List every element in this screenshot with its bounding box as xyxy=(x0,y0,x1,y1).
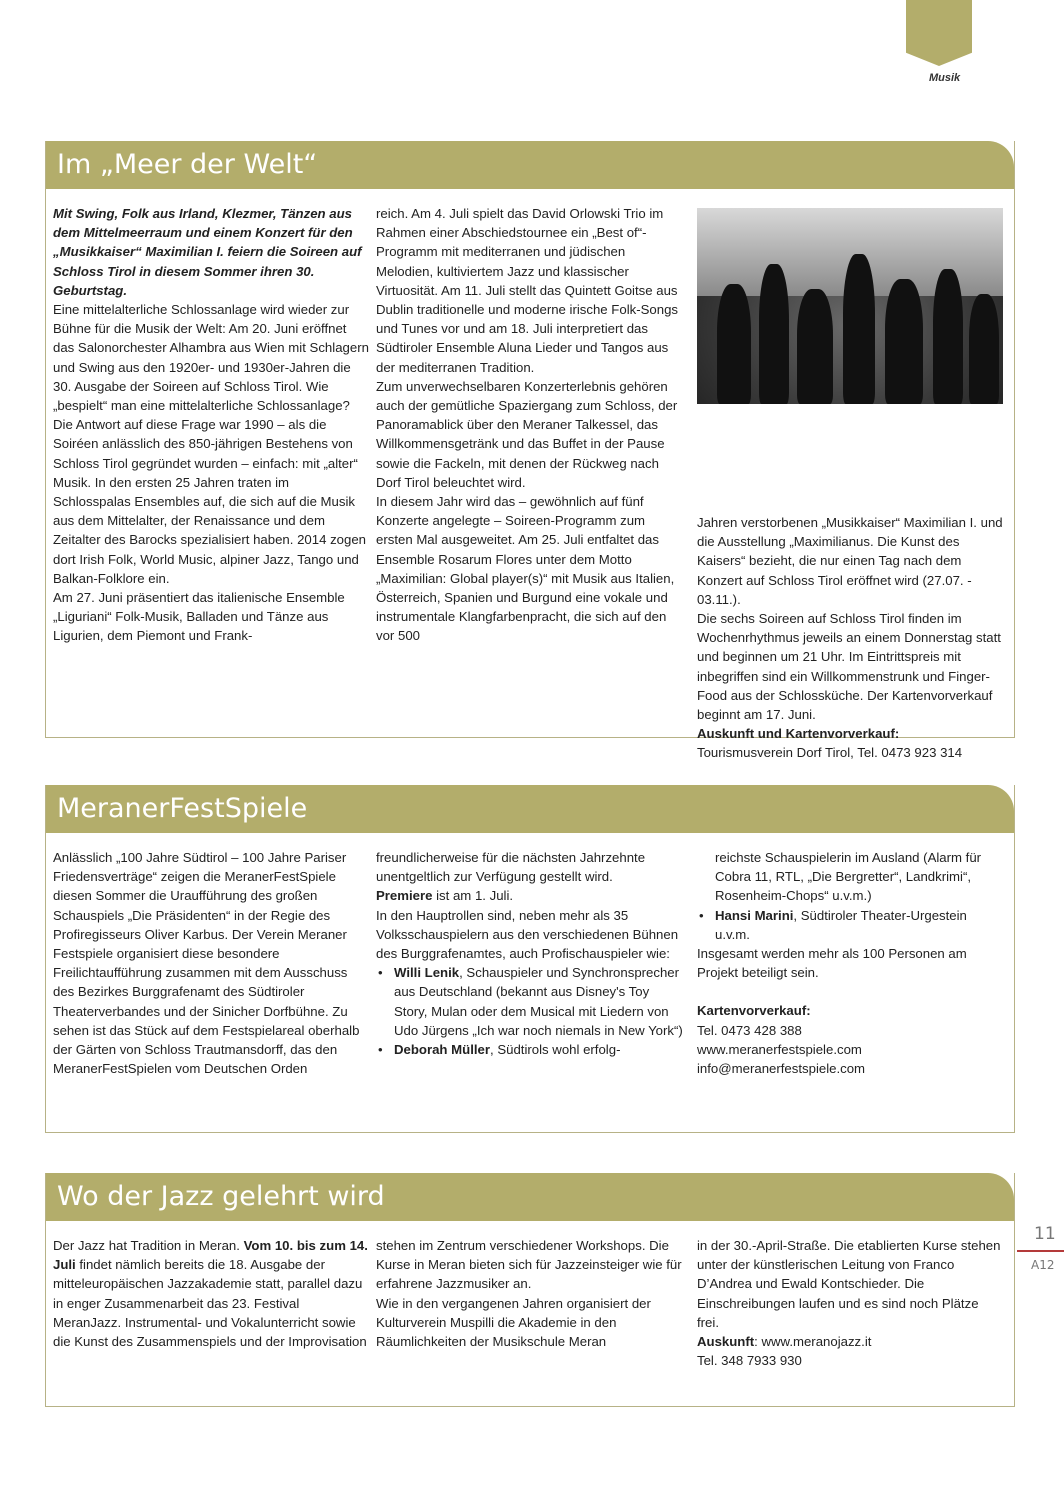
info-tel: Tel. 348 7933 930 xyxy=(697,1353,802,1369)
column-2 xyxy=(376,204,683,646)
paragraph: Jahren verstorbenen „Musikkaiser“ Maximilian I. und die Ausstellung „Maximilianus. Die Kunst des Kaisers“ bezieht, die nur einen Tag nach dem Konzert auf Schloss Tirol eröffnet wird (27.07. - 03.11.). xyxy=(697,515,1003,607)
article-meer-der-welt xyxy=(45,141,1015,761)
column-1 xyxy=(53,204,369,646)
paragraph: Eine mittelalterliche Schlossanlage wird wieder zur Bühne für die Musik der Welt: Am 20. Juni eröffnet das Salonorchester Alhambra aus Wien mit Schlagern und Swing aus den 1920er- und 1930er-Jahren die 30. Ausgabe der Soireen auf Schloss Tirol. Wie „bespielt“ man eine mittelalterliche Schlossanlage? Die Antwort auf diese Frage war 1990 – als die Soiréen anlässlich des 850-jährigen Bestehens von Schloss Tirol gegründet wurden – einfach: mit „alter“ Musik. In den ersten 25 Jahren traten im Schlosspalas Ensembles auf, die sich auf die Musik aus dem Mittelalter, der Renaissance und dem Zeitalter des Barocks spezialisiert haben. 2014 zogen dort Irish Folk, World Music, alpiner Jazz, Tango und Balkan-Folklore ein. xyxy=(53,302,369,586)
article-title: MeranerFestSpiele xyxy=(46,785,1014,833)
paragraph: freundlicherweise für die nächsten Jahrzehnte unentgeltlich zur Verfügung gestellt wird. xyxy=(376,850,646,885)
bullet-dot: • xyxy=(378,1042,383,1058)
paragraph xyxy=(376,886,683,905)
actor-name: Willi Lenik xyxy=(394,965,460,981)
paragraph xyxy=(697,1332,1003,1351)
premiere-text: ist am 1. Juli. xyxy=(432,888,514,904)
bullet-dot: • xyxy=(699,907,704,923)
photo-figure xyxy=(797,289,833,404)
actor-text: , Südtirols wohl erfolg- xyxy=(490,1042,621,1058)
bullet-item xyxy=(376,1040,683,1059)
paragraph: Anlässlich „100 Jahre Südtirol – 100 Jahre Pariser Friedensverträge“ zeigen die MeranerFestSpiele diesen Sommer die Uraufführung des großen Schauspiels „Die Präsidenten“ in der Regie des Profiregisseurs Oliver Karbus. Der Verein Meraner Festspiele organisiert diese besondere Freilichtaufführung zusammen mit dem Ausschuss des Bezirkes Burggrafenamt des Südtiroler Theaterverbandes und der Sinicher Dorfbühne. Zu sehen ist das Stück auf dem Festspielareal oberhalb der Gärten von Schloss Trautmansdorff, das den MeranerFestSpielen vom Deutschen Orden xyxy=(53,850,360,1077)
paragraph: in der 30.-April-Straße. Die etablierten Kurse stehen unter der künstlerischen Leitung von Franco D’Andrea und Ewald Kontschieder. Die Einschreibungen laufen und es sind noch Plätze frei. xyxy=(697,1238,1001,1330)
page-number-divider xyxy=(1017,1250,1064,1252)
page-number: 11 xyxy=(1034,1224,1056,1244)
paragraph: Wie in den vergangenen Jahren organisiert der Kulturverein Muspilli die Akademie in den Räumlichkeiten der Musikschule Meran xyxy=(376,1295,651,1350)
info-tel: Tel. 0473 428 388 xyxy=(697,1022,802,1038)
photo-figure xyxy=(843,254,875,404)
info-label: Auskunft und Kartenvorverkauf: xyxy=(697,726,900,742)
paragraph: In den Hauptrollen sind, neben mehr als 35 Volksschauspielern aus den verschiedenen Bühnen des Burggrafenamtes, auch Profischauspieler wie: xyxy=(376,907,679,962)
column-1 xyxy=(53,1236,369,1351)
column-3 xyxy=(697,848,1003,1078)
article-lead: Mit Swing, Folk aus Irland, Klezmer, Tänzen aus dem Mittelmeerraum und einem Konzert für den „Musikkaiser“ Maximilian I. feiern die Soireen auf Schloss Tirol in diesem Sommer ihren 30. Geburtstag. xyxy=(53,206,362,298)
paragraph xyxy=(53,1236,369,1351)
bullet-continuation: reichste Schauspielerin im Ausland (Alarm für Cobra 11, RTL, „Die Bergretter“, Landkrimi“, Rosenheim-Chops“ u.v.m.) xyxy=(715,850,982,904)
premiere-label: Premiere xyxy=(376,888,433,904)
bullet-item xyxy=(697,906,1003,944)
band-photo xyxy=(697,208,1003,404)
info-label: Auskunft xyxy=(697,1334,755,1350)
actor-name: Hansi Marini xyxy=(715,907,794,923)
paragraph: stehen im Zentrum verschiedener Workshops. Die Kurse in Meran bieten sich für Jazzeinsteiger wie für erfahrene Jazzmusiker an. xyxy=(376,1238,682,1292)
paragraph: reich. Am 4. Juli spielt das David Orlowski Trio im Rahmen einer Abschiedstournee ein „Best of“-Programm mit mediterranen und jüdischen Melodien, kultiviertem Jazz und klassischer Virtuosität. Am 11. Juli stellt das Quintett Goitse aus Dublin traditionelle und moderne irische Folk-Songs und Tunes vor und am 18. Juli interpretiert das Südtiroler Ensemble Aluna Lieder und Tangos aus der mediterranen Tradition. xyxy=(376,206,679,375)
paragraph: Am 27. Juni präsentiert das italienische Ensemble „Liguriani“ Folk-Musik, Balladen und Tänze aus Ligurien, dem Piemont und Frank- xyxy=(53,590,345,644)
info-label: Kartenvorverkauf: xyxy=(697,1003,811,1019)
text: findet nämlich bereits die 18. Ausgabe der mitteleuropäischen Jazzakademie statt, parallel dazu in enger Zusammenarbeit das 23. Festival MeranJazz. Instrumental- und Vokalunterricht sowie die Kunst des Zusammenspiels und der Improvisation xyxy=(53,1257,367,1350)
info-email-link[interactable]: info@meranerfestspiele.com xyxy=(697,1061,866,1077)
column-3 xyxy=(697,513,1003,763)
info-web-link[interactable]: www.meranerfestspiele.com xyxy=(697,1041,862,1057)
paragraph: Insgesamt werden mehr als 100 Personen am Projekt beteiligt sein. xyxy=(697,946,967,981)
actor-text: , Südtiroler Theater-Urgestein u.v.m. xyxy=(715,907,967,942)
column-3 xyxy=(697,1236,1003,1370)
column-2 xyxy=(376,848,683,1059)
bullet-dot: • xyxy=(378,965,383,981)
paragraph: In diesem Jahr wird das – gewöhnlich auf fünf Konzerte angelegte – Soireen-Programm zum ersten Mal ausgeweitet. Am 25. Juli entfaltet das Ensemble Rosarum Flores unter dem Motto „Maximilian: Global player(s)“ mit Musik aus Italien, Österreich, Spanien und Burgund eine vokale und instrumentale Klangfarbenpracht, die sich auf den vor 500 xyxy=(376,494,675,644)
photo-figure xyxy=(717,284,751,404)
column-2 xyxy=(376,1236,683,1351)
date-range: Vom 10. bis zum 14. Juli xyxy=(53,1238,368,1273)
article-title: Im „Meer der Welt“ xyxy=(46,141,1014,189)
photo-figure xyxy=(885,279,923,404)
text: Der Jazz hat Tradition in Meran. xyxy=(53,1238,244,1253)
bullet-item xyxy=(376,963,683,1040)
article-meranerfestspiele xyxy=(45,785,1015,1133)
page-code: A12 xyxy=(1031,1258,1055,1272)
article-title: Wo der Jazz gelehrt wird xyxy=(46,1173,1014,1221)
actor-name: Deborah Müller xyxy=(394,1042,490,1058)
article-jazz xyxy=(45,1173,1015,1407)
section-tab xyxy=(906,0,972,66)
column-1 xyxy=(53,848,369,1078)
photo-figure xyxy=(933,269,963,404)
section-label: Musik xyxy=(929,72,961,84)
paragraph: Zum unverwechselbaren Konzerterlebnis gehören auch der gemütliche Spaziergang zum Schloss, der Panoramablick über den Meraner Talkessel, das Willkommensgetränk und das Buffet in der Pause sowie die Fackeln, mit denen der Rückweg nach Dorf Tirol beleuchtet wird. xyxy=(376,378,678,490)
photo-figure xyxy=(969,294,999,404)
info-web-link[interactable]: : www.meranojazz.it xyxy=(754,1334,872,1350)
photo-figure xyxy=(759,264,789,404)
spacer xyxy=(697,982,1003,1001)
info-text: Tourismusverein Dorf Tirol, Tel. 0473 923 314 xyxy=(697,745,963,761)
paragraph: Die sechs Soireen auf Schloss Tirol finden im Wochenrhythmus jeweils an einem Donnerstag statt und beginnen um 21 Uhr. Im Eintrittspreis mit inbegriffen sind ein Willkommenstrunk und Finger-Food aus der Schlossküche. Der Kartenvorverkauf beginnt am 17. Juni. xyxy=(697,611,1001,723)
actor-text: , Schauspieler und Synchronsprecher aus Deutschland (bekannt aus Disney's Toy Story, Mulan oder dem Musical mit Liedern von Udo Jürgens „Ich war noch niemals in New York“) xyxy=(394,965,683,1038)
